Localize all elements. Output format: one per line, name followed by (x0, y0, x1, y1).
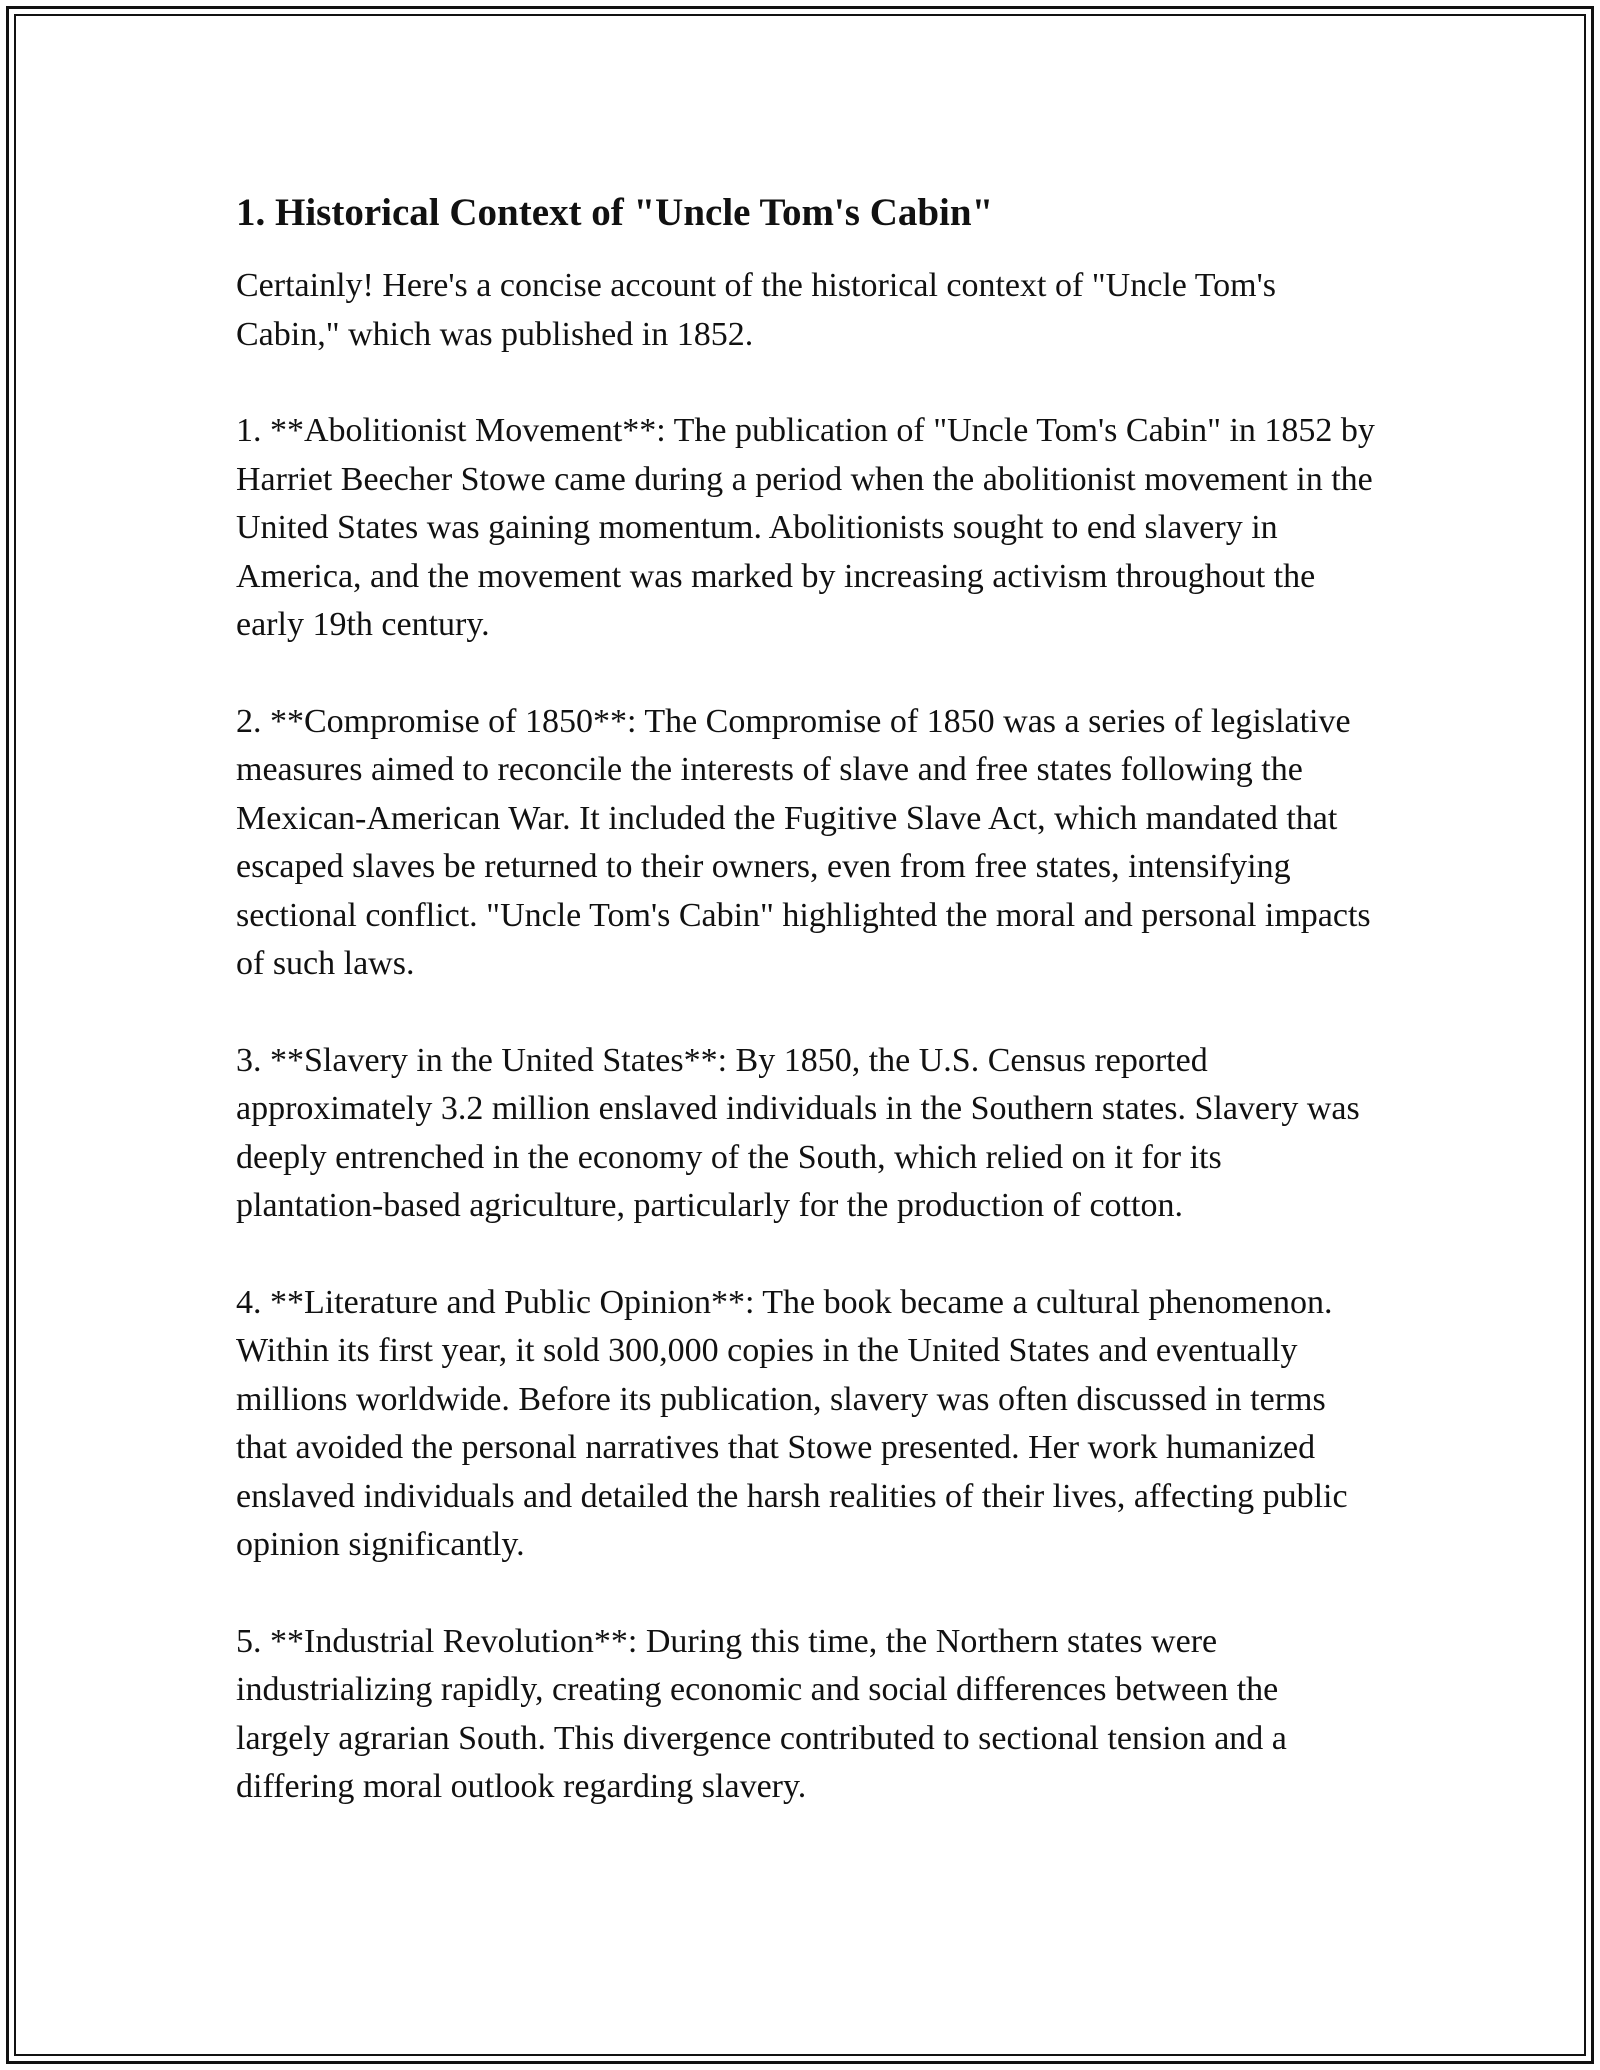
list-item-abolitionist-movement: 1. **Abolitionist Movement**: The publication of "Uncle Tom's Cabin" in 1852 by Harriet Beecher Stowe came during a period when the abolitionist movement in the United States was gaining momentum. Abolitionists sought to end slavery in America, and the movement was marked by increasing activism throughout the early 19th century. (236, 412, 1375, 643)
list-item-compromise-of-1850: 2. **Compromise of 1850**: The Compromise of 1850 was a series of legislative measures aimed to reconcile the interests of slave and free states following the Mexican-American War. It included the Fugitive Slave Act, which mandated that escaped slaves be returned to their owners, even from free states, intensifying sectional conflict. "Uncle Tom's Cabin" highlighted the moral and personal impacts of such laws. (236, 702, 1371, 982)
document-body (236, 182, 1376, 1860)
list-item-industrial-revolution: 5. **Industrial Revolution**: During this time, the Northern states were industrializing rapidly, creating economic and social differences between the largely agrarian South. This divergence contributed to sectional tension and a differing moral outlook regarding slavery. (236, 1622, 1287, 1805)
document-title: 1. Historical Context of "Uncle Tom's Cabin" (236, 191, 994, 234)
list-item-slavery-in-united-states: 3. **Slavery in the United States**: By 1850, the U.S. Census reported approximately 3.2 million enslaved individuals in the Southern states. Slavery was deeply entrenched in the economy of the South, which relied on it for its plantation-based agriculture, particularly for the production of cotton. (236, 1041, 1360, 1224)
list-item-literature-and-public-opinion: 4. **Literature and Public Opinion**: The book became a cultural phenomenon. Within its first year, it sold 300,000 copies in the United States and eventually millions worldwide. Before its publication, slavery was often discussed in terms that avoided the personal narratives that Stowe presented. Her work humanized enslaved individuals and detailed the harsh realities of their lives, affecting public opinion significantly. (236, 1283, 1348, 1563)
intro-paragraph: Certainly! Here's a concise account of the historical context of "Uncle Tom's Cabin," which was published in 1852. (236, 267, 1276, 353)
